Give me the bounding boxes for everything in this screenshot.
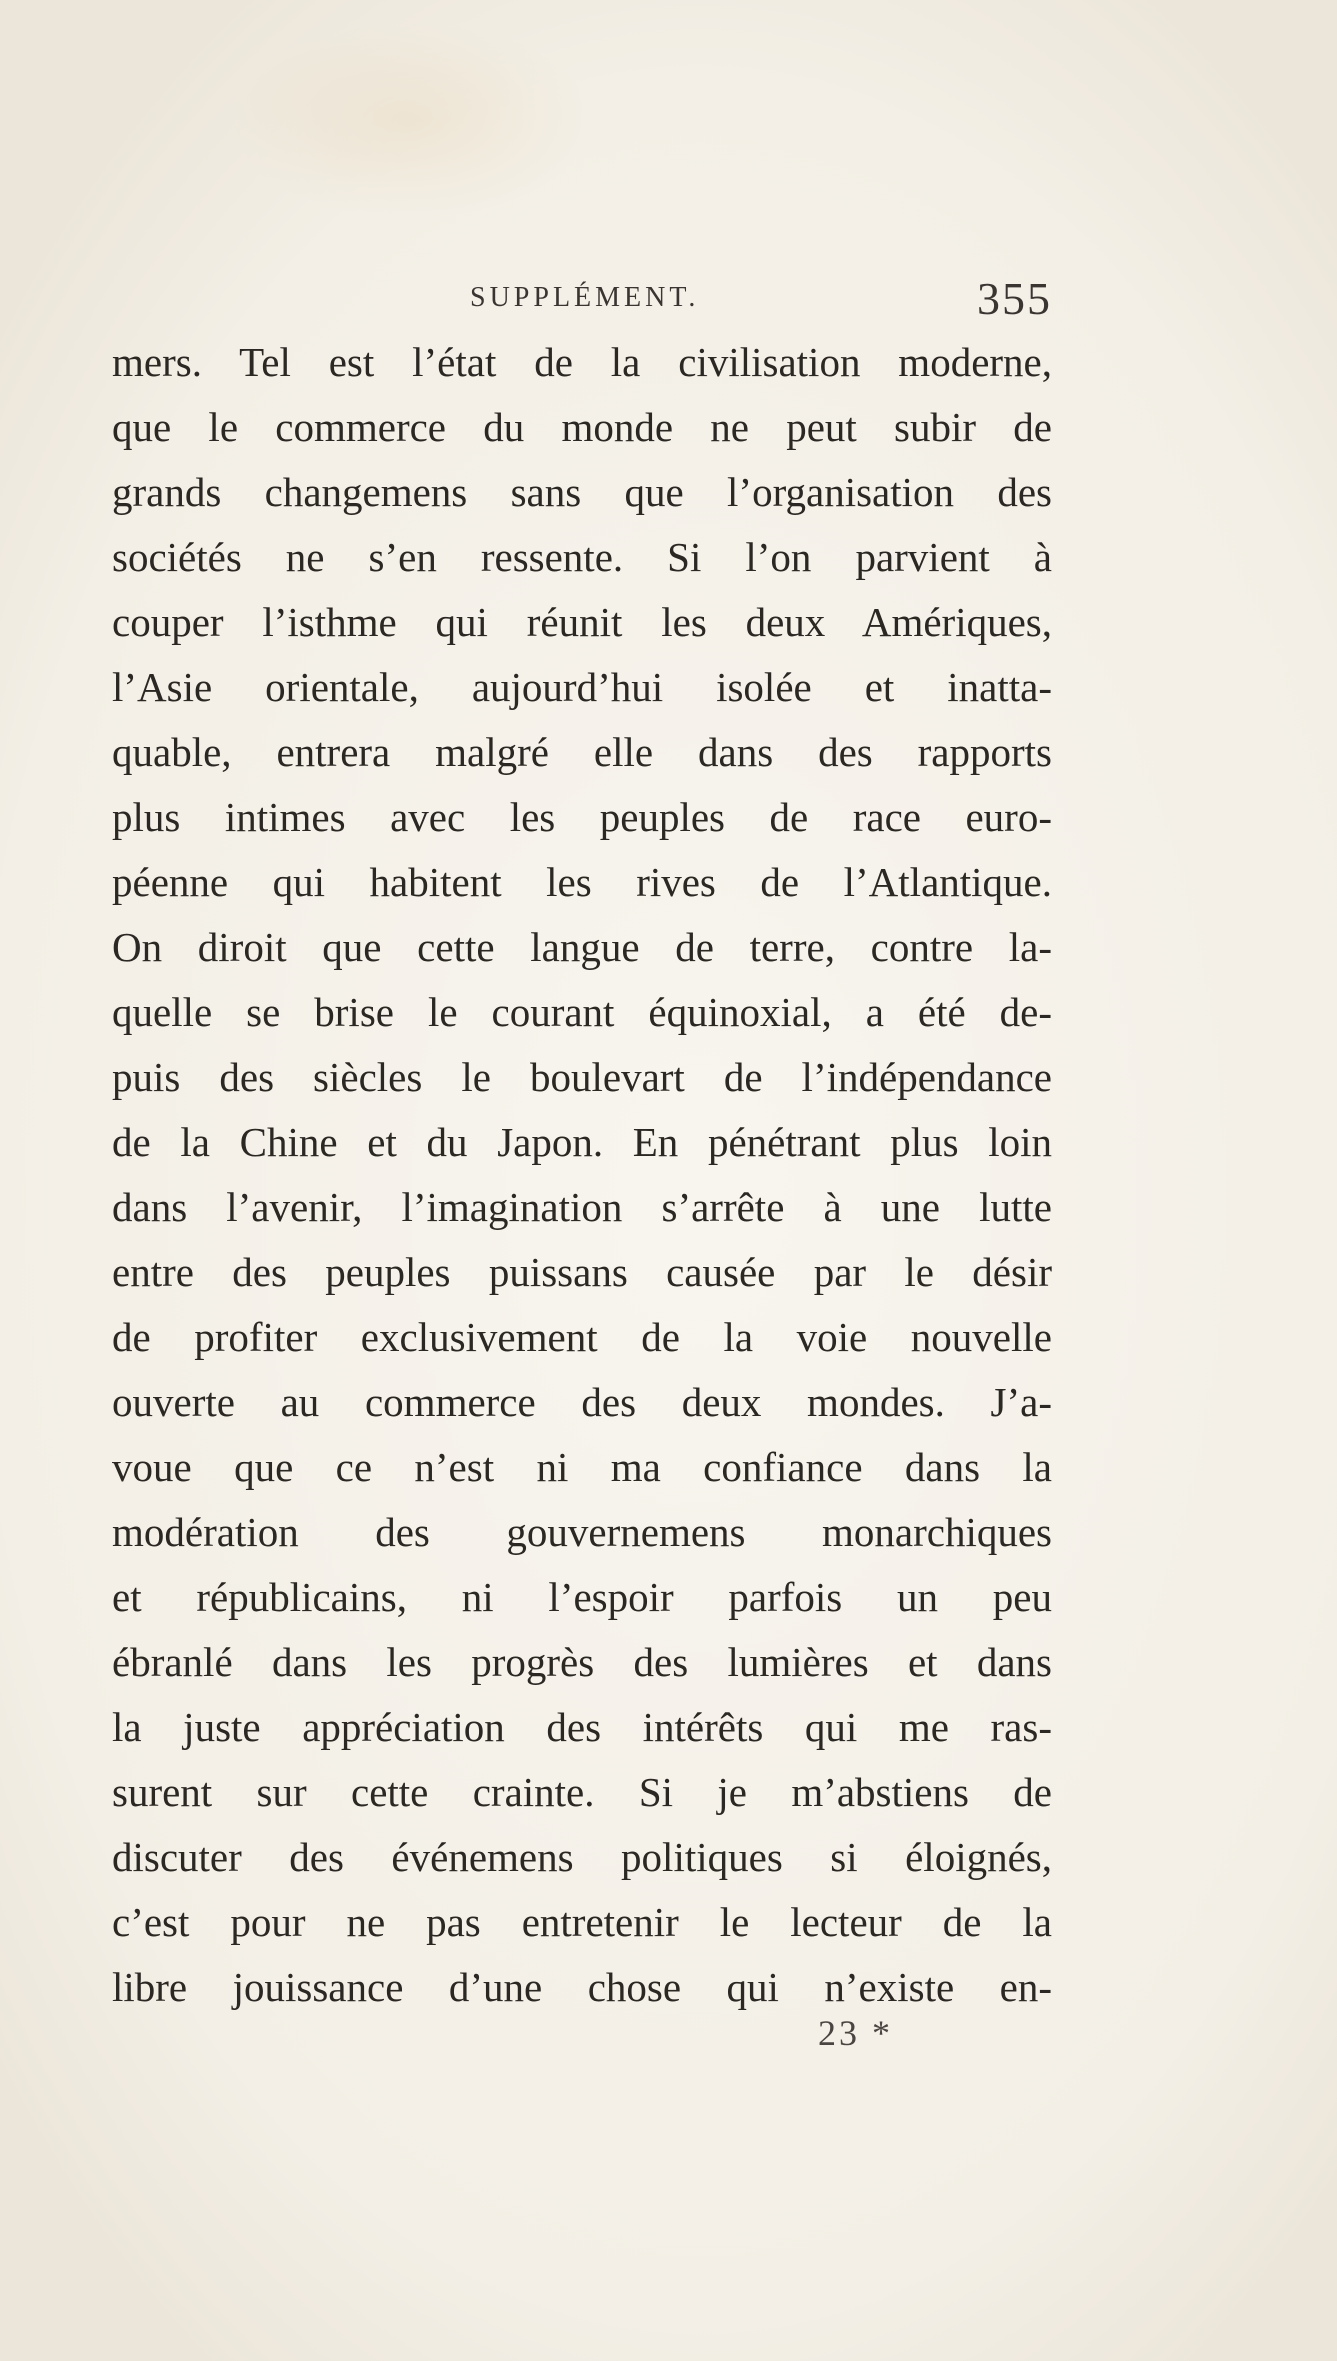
text-line: couper l’isthme qui réunit les deux Amériques, [112,599,1052,645]
text-line: surent sur cette crainte. Si je m’abstiens de [112,1769,1052,1815]
running-head [112,272,1052,332]
text-line: libre jouissance d’une chose qui n’existe en- [112,1964,1052,2010]
text-line: On diroit que cette langue de terre, contre la- [112,924,1052,970]
text-line: péenne qui habitent les rives de l’Atlantique. [112,859,1052,905]
text-line: quable, entrera malgré elle dans des rapports [112,729,1052,775]
text-line: voue que ce n’est ni ma confiance dans la [112,1444,1052,1490]
text-line: entre des peuples puissans causée par le désir [112,1249,1052,1295]
text-line: de profiter exclusivement de la voie nouvelle [112,1314,1052,1360]
text-line: et républicains, ni l’espoir parfois un peu [112,1574,1052,1620]
text-line: discuter des événemens politiques si éloignés, [112,1834,1052,1880]
text-line: mers. Tel est l’état de la civilisation moderne, [112,339,1052,385]
text-line: sociétés ne s’en ressente. Si l’on parvient à [112,534,1052,580]
body-text [112,330,1052,2020]
text-line: l’Asie orientale, aujourd’hui isolée et inatta- [112,664,1052,710]
text-line: dans l’avenir, l’imagination s’arrête à une lutte [112,1184,1052,1230]
text-line: plus intimes avec les peuples de race euro- [112,794,1052,840]
signature-mark: 23 * [818,2013,893,2053]
page-number: 355 [977,273,1052,324]
text-line: grands changemens sans que l’organisation des [112,469,1052,515]
text-line: ébranlé dans les progrès des lumières et dans [112,1639,1052,1685]
text-line: que le commerce du monde ne peut subir de [112,404,1052,450]
text-line: modération des gouvernemens monarchiques [112,1509,1052,1555]
text-line: puis des siècles le boulevart de l’indépendance [112,1054,1052,1100]
text-line: de la Chine et du Japon. En pénétrant plus loin [112,1119,1052,1165]
text-line: quelle se brise le courant équinoxial, a été de- [112,989,1052,1035]
text-line: ouverte au commerce des deux mondes. J’a- [112,1379,1052,1425]
text-line: c’est pour ne pas entretenir le lecteur de la [112,1899,1052,1945]
text-line: la juste appréciation des intérêts qui me ras- [112,1704,1052,1750]
running-title: SUPPLÉMENT. [470,282,700,313]
